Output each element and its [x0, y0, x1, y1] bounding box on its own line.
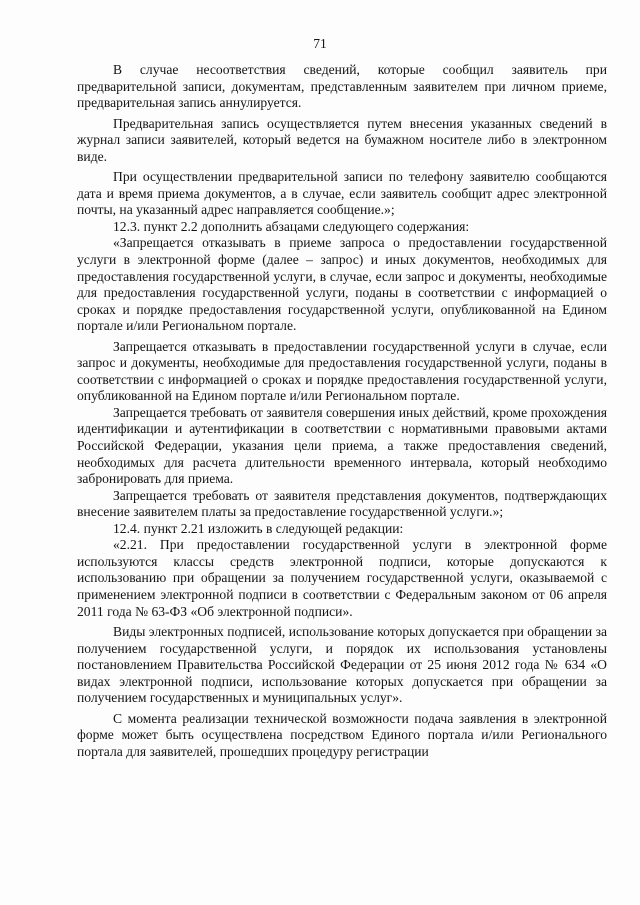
paragraph: При осуществлении предварительной записи по телефону заявителю сообщаются дата и время приема документов, а в случае, если заявитель сообщит адрес электронной почты, на указанный адрес направляется сообщение.»; [77, 169, 607, 218]
document-body [77, 62, 607, 760]
paragraph: Запрещается требовать от заявителя представления документов, подтверждающих внесение заявителем платы за предоставление государственной услуги.»; [77, 487, 607, 520]
paragraph: Запрещается отказывать в предоставлении государственной услуги в случае, если запрос и документы, необходимые для предоставления государственной услуги, поданы в соответствии с информацией о сроках и порядке предоставления государственной услуги, опубликованной на Едином портале и/или Региональном портале. [77, 338, 607, 404]
paragraph: С момента реализации технической возможности подача заявления в электронной форме может быть осуществлена посредством Единого портала и/или Регионального портала для заявителей, прошедших процедуру регистрации [77, 710, 607, 759]
paragraph: В случае несоответствия сведений, которые сообщил заявитель при предварительной записи, документам, представленным заявителем при личном приеме, предварительная запись аннулируется. [77, 62, 607, 111]
paragraph: 12.3. пункт 2.2 дополнить абзацами следующего содержания: [113, 218, 470, 234]
paragraph: 12.4. пункт 2.21 изложить в следующей редакции: [113, 520, 404, 536]
paragraph: Предварительная запись осуществляется путем внесения указанных сведений в журнал записи заявителей, который ведется на бумажном носителе либо в электронном виде. [77, 115, 607, 164]
paragraph: «Запрещается отказывать в приеме запроса о предоставлении государственной услуги в электронной форме (далее – запрос) и иных документов, необходимых для предоставления государственной услуги, в случае, если запрос и документы, необходимые для предоставления государственной услуги, поданы в соответствии с информацией о сроках и порядке предоставления государственной услуги, опубликованной на Едином портале и/или Региональном портале. [77, 235, 607, 334]
paragraph: «2.21. При предоставлении государственной услуги в электронной форме используются классы средств электронной подписи, которые допускаются к использованию при обращении за получением государственной услуги, оказываемой с применением электронной подписи в соответствии с Федеральным законом от 06 апреля 2011 года № 63-ФЗ «Об электронной подписи». [77, 537, 607, 619]
page-number: 71 [313, 36, 327, 51]
paragraph: Запрещается требовать от заявителя совершения иных действий, кроме прохождения идентификации и аутентификации в соответствии с нормативными правовыми актами Российской Федерации, указания цели приема, а также предоставления сведений, необходимых для расчета длительности временного интервала, который необходимо забронировать для приема. [77, 404, 607, 487]
paragraph: Виды электронных подписей, использование которых допускается при обращении за получением государственной услуги, и порядок их использования установлены постановлением Правительства Российской Федерации от 25 июня 2012 года № 634 «О видах электронной подписи, использование которых допускается при обращении за получением государственных и муниципальных услуг». [77, 624, 607, 706]
